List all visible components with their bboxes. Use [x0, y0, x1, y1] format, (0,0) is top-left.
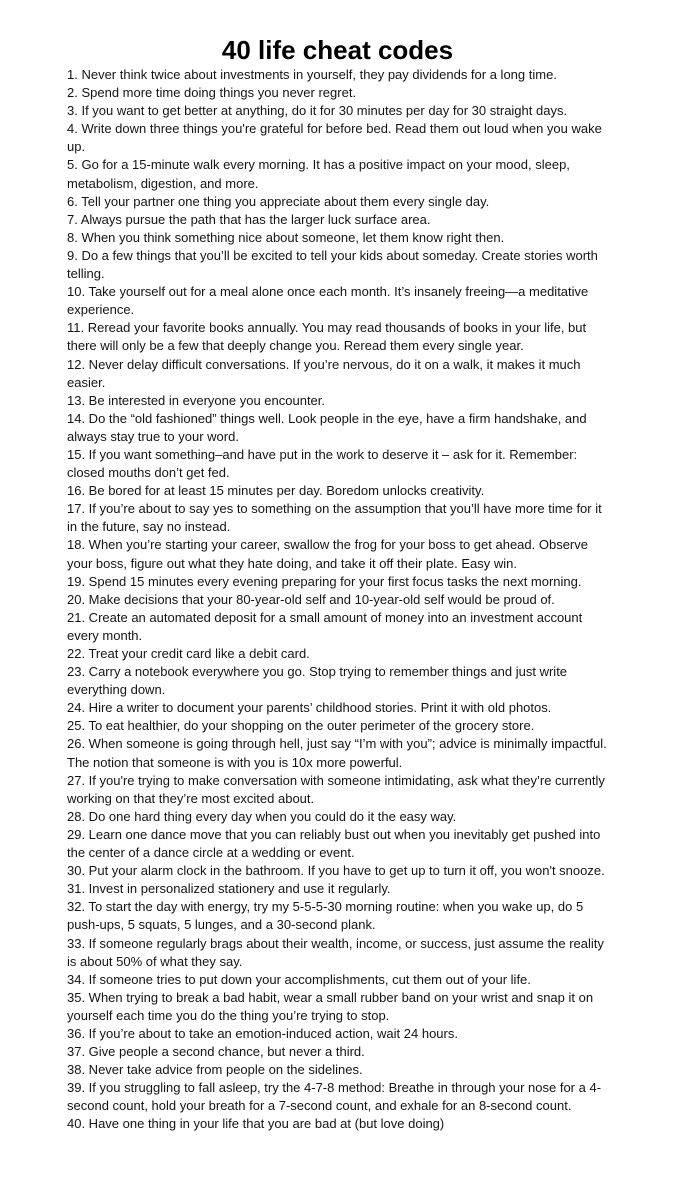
cheat-code-item: 19. Spend 15 minutes every evening preparing for your first focus tasks the next morning. — [67, 573, 582, 589]
cheat-code-item: 32. To start the day with energy, try my 5-5-5-30 morning routine: when you wake up, do 5 push-ups, 5 squats, 5 lunges, and a 30-second plank. — [67, 899, 584, 933]
cheat-code-item: 15. If you want something–and have put in the work to deserve it – ask for it. Remember: closed mouths don’t get fed. — [67, 446, 578, 481]
cheat-code-item: 20. Make decisions that your 80-year-old self and 10-year-old self would be proud of. — [67, 591, 555, 607]
cheat-code-item: 29. Learn one dance move that you can reliably bust out when you inevitably get pushed into the center of a dance circle at a wedding or event. — [67, 826, 601, 861]
cheat-code-item: 13. Be interested in everyone you encounter. — [67, 392, 326, 408]
cheat-code-item: 36. If you’re about to take an emotion-induced action, wait 24 hours. — [67, 1025, 458, 1041]
cheat-code-item: 7. Always pursue the path that has the larger luck surface area. — [67, 211, 431, 227]
cheat-code-item: 3. If you want to get better at anything, do it for 30 minutes per day for 30 straight days. — [67, 103, 568, 119]
cheat-code-item: 25. To eat healthier, do your shopping on the outer perimeter of the grocery store. — [67, 718, 535, 734]
cheat-code-item: 27. If you're trying to make conversation with someone intimidating, ask what they’re currently working on that they’re most excited about. — [67, 772, 605, 806]
cheat-code-item: 8. When you think something nice about someone, let them know right then. — [67, 229, 505, 245]
cheat-code-item: 1. Never think twice about investments in yourself, they pay dividends for a long time. — [67, 67, 557, 82]
cheat-code-item: 18. When you’re starting your career, swallow the frog for your boss to get ahead. Observe your boss, figure out what they hate doing, and take it off their plate. Easy win. — [67, 537, 588, 571]
cheat-code-item: 23. Carry a notebook everywhere you go. Stop trying to remember things and just write everything down. — [67, 664, 568, 698]
cheat-code-item: 35. When trying to break a bad habit, wear a small rubber band on your wrist and snap it on yourself each time you do the thing you’re trying to stop. — [67, 989, 594, 1023]
cheat-code-item: 16. Be bored for at least 15 minutes per day. Boredom unlocks creativity. — [67, 483, 485, 499]
cheat-code-item: 21. Create an automated deposit for a small amount of money into an investment account every month. — [67, 609, 583, 643]
cheat-code-list — [67, 66, 613, 1134]
cheat-code-item: 2. Spend more time doing things you never regret. — [67, 85, 357, 101]
cheat-code-item: 37. Give people a second chance, but never a third. — [67, 1044, 365, 1060]
cheat-code-item: 10. Take yourself out for a meal alone once each month. It’s insanely freeing—a meditative experience. — [67, 284, 589, 318]
cheat-code-item: 39. If you struggling to fall asleep, try the 4-7-8 method: Breathe in through your nose for a 4-second count, hold your breath for a 7-second count, and exhale for an 8-second count. — [67, 1080, 602, 1114]
cheat-code-item: 34. If someone tries to put down your accomplishments, cut them out of your life. — [67, 971, 531, 987]
cheat-code-item: 33. If someone regularly brags about their wealth, income, or success, just assume the reality is about 50% of what they say. — [67, 935, 604, 969]
cheat-code-item: 14. Do the “old fashioned” things well. Look people in the eye, have a firm handshake, and always stay true to your word. — [67, 410, 587, 444]
cheat-code-item: 31. Invest in personalized stationery and use it regularly. — [67, 881, 391, 897]
cheat-code-item: 11. Reread your favorite books annually. You may read thousands of books in your life, but there will only be a few that deeply change you. Reread them every single year. — [67, 320, 587, 354]
cheat-code-item: 5. Go for a 15-minute walk every morning. It has a positive impact on your mood, sleep, metabolism, digestion, and more. — [67, 157, 570, 191]
cheat-code-item: 6. Tell your partner one thing you appreciate about them every single day. — [67, 193, 490, 209]
cheat-code-item: 22. Treat your credit card like a debit card. — [67, 646, 310, 661]
cheat-code-item: 4. Write down three things you're grateful for before bed. Read them out loud when you wake up. — [67, 121, 602, 155]
cheat-code-item: 9. Do a few things that you’ll be excited to tell your kids about someday. Create stories worth telling. — [67, 247, 598, 282]
cheat-code-item: 28. Do one hard thing every day when you could do it the easy way. — [67, 808, 457, 824]
document-title: 40 life cheat codes — [221, 35, 454, 65]
cheat-code-item: 38. Never take advice from people on the sidelines. — [67, 1062, 363, 1078]
cheat-code-item: 26. When someone is going through hell, just say “I’m with you”; advice is minimally impactful. The notion that someone is with you is 10x more powerful. — [67, 736, 607, 770]
cheat-code-item: 40. Have one thing in your life that you are bad at (but love doing) — [67, 1116, 445, 1132]
cheat-code-item: 12. Never delay difficult conversations. If you’re nervous, do it on a walk, it makes it much easier. — [67, 356, 581, 390]
cheat-code-item: 30. Put your alarm clock in the bathroom. If you have to get up to turn it off, you won't snooze. — [67, 863, 605, 879]
cheat-code-item: 17. If you’re about to say yes to something on the assumption that you’ll have more time for it in the future, say no instead. — [67, 501, 602, 535]
cheat-code-item: 24. Hire a writer to document your parents’ childhood stories. Print it with old photos. — [67, 700, 552, 716]
